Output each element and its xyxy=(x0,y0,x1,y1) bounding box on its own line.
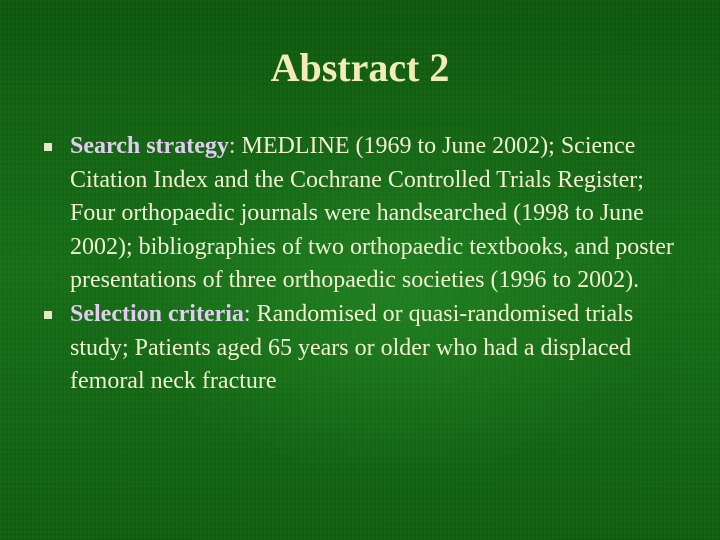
bullet-list xyxy=(40,130,685,399)
slide-title: Abstract 2 xyxy=(270,45,450,90)
bullet-text: MEDLINE (1969 to June 2002); Science Citation Index and the Cochrane Controlled Trials Register; Four orthopaedic journals were handsearched (1998 to June 2002); bibliographies of two orthopaedic textbooks, and poster presentations of three orthopaedic societies (1996 to 2002). xyxy=(70,133,674,294)
bullet-item-search-strategy xyxy=(40,130,685,298)
bullet-term-separator: : xyxy=(243,300,251,327)
bullet-term: Search strategy xyxy=(70,133,229,159)
bullet-text: Randomised or quasi-randomised trials study; Patients aged 65 years or older who had a displaced femoral neck fracture xyxy=(70,300,634,395)
bullet-term-separator: : xyxy=(228,133,236,159)
square-bullet-icon xyxy=(44,143,52,151)
bullet-item-selection-criteria xyxy=(40,298,685,399)
bullet-term: Selection criteria xyxy=(70,300,244,327)
square-bullet-icon xyxy=(44,311,52,319)
